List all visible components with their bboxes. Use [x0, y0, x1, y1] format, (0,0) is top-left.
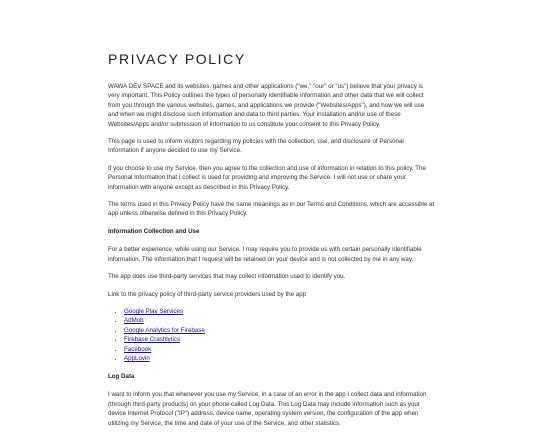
- terms-paragraph: The terms used in this Privacy Policy have the same meanings as in our Terms and Conditions, which are accessible at app unless otherwise defined in this Privacy Policy.: [108, 201, 435, 218]
- third-party-links-list: [108, 307, 436, 364]
- log-data-paragraph: I want to inform you that whenever you use my Service, in a case of an error in the app I collect data and information (through third-party products) on your phone called Log Data. This Log Data may include information such as your device Internet Protocol ("IP") address, device name, operating system version, the configuration of the app when utilizing my Service, the time and date of your use of the Service, and other statistics.: [108, 391, 427, 427]
- google-play-services-link[interactable]: Google Play Services: [124, 307, 184, 315]
- log-data-heading: Log Data: [108, 372, 135, 380]
- consent-paragraph: If you choose to use my Service, then you agree to the collection and use of information in relation to this policy. The Personal Information that I collect is used for providing and improving the Service. I will not use or share your information with anyone except as described in this Privacy Policy.: [108, 164, 426, 191]
- intro-paragraph: WAWA DEV SPACE and its websites, games and other applications ("we," "our" or "us") believe that your privacy is very important. This Policy outlines the types of personally identifiable information and other data that we will collect from you through the various websites, games, and applications we provide ("Websites/Apps"), and how we will use and when we might disclose such information and data to third parties. Your installation and/or use of these Websites/Apps and/or submission of information to us constitute your consent to this Privacy Policy.: [108, 83, 425, 128]
- list-item: [124, 354, 436, 364]
- information-collection-paragraph: For a better experience, while using our Service, I may require you to provide us with certain personally identifiable information. The information that I request will be retained on your device and is not collected by me in any way.: [108, 246, 422, 263]
- applovin-link[interactable]: AppLovin: [124, 355, 150, 363]
- list-item: [124, 326, 436, 336]
- policy-content: [108, 51, 436, 436]
- list-item: [124, 335, 436, 345]
- information-collection-heading: Information Collection and Use: [108, 227, 200, 235]
- firebase-crashlytics-link[interactable]: Firebase Crashlytics: [124, 336, 181, 344]
- google-analytics-firebase-link[interactable]: Google Analytics for Firebase: [124, 326, 205, 334]
- purpose-paragraph: This page is used to inform visitors regarding my policies with the collection, use, and disclosure of Personal Information if anyone decided to use my Service.: [108, 138, 404, 155]
- third-party-link-intro: Link to the privacy policy of third-party service providers used by the app: [108, 290, 307, 298]
- list-item: [124, 345, 436, 355]
- list-item: [124, 307, 436, 317]
- page-title: PRIVACY POLICY: [108, 51, 246, 67]
- facebook-link[interactable]: Facebook: [124, 345, 152, 353]
- list-item: [124, 316, 436, 326]
- admob-link[interactable]: AdMob: [124, 317, 144, 325]
- third-party-paragraph: The app does use third-party services that may collect information used to identify you.: [108, 273, 346, 281]
